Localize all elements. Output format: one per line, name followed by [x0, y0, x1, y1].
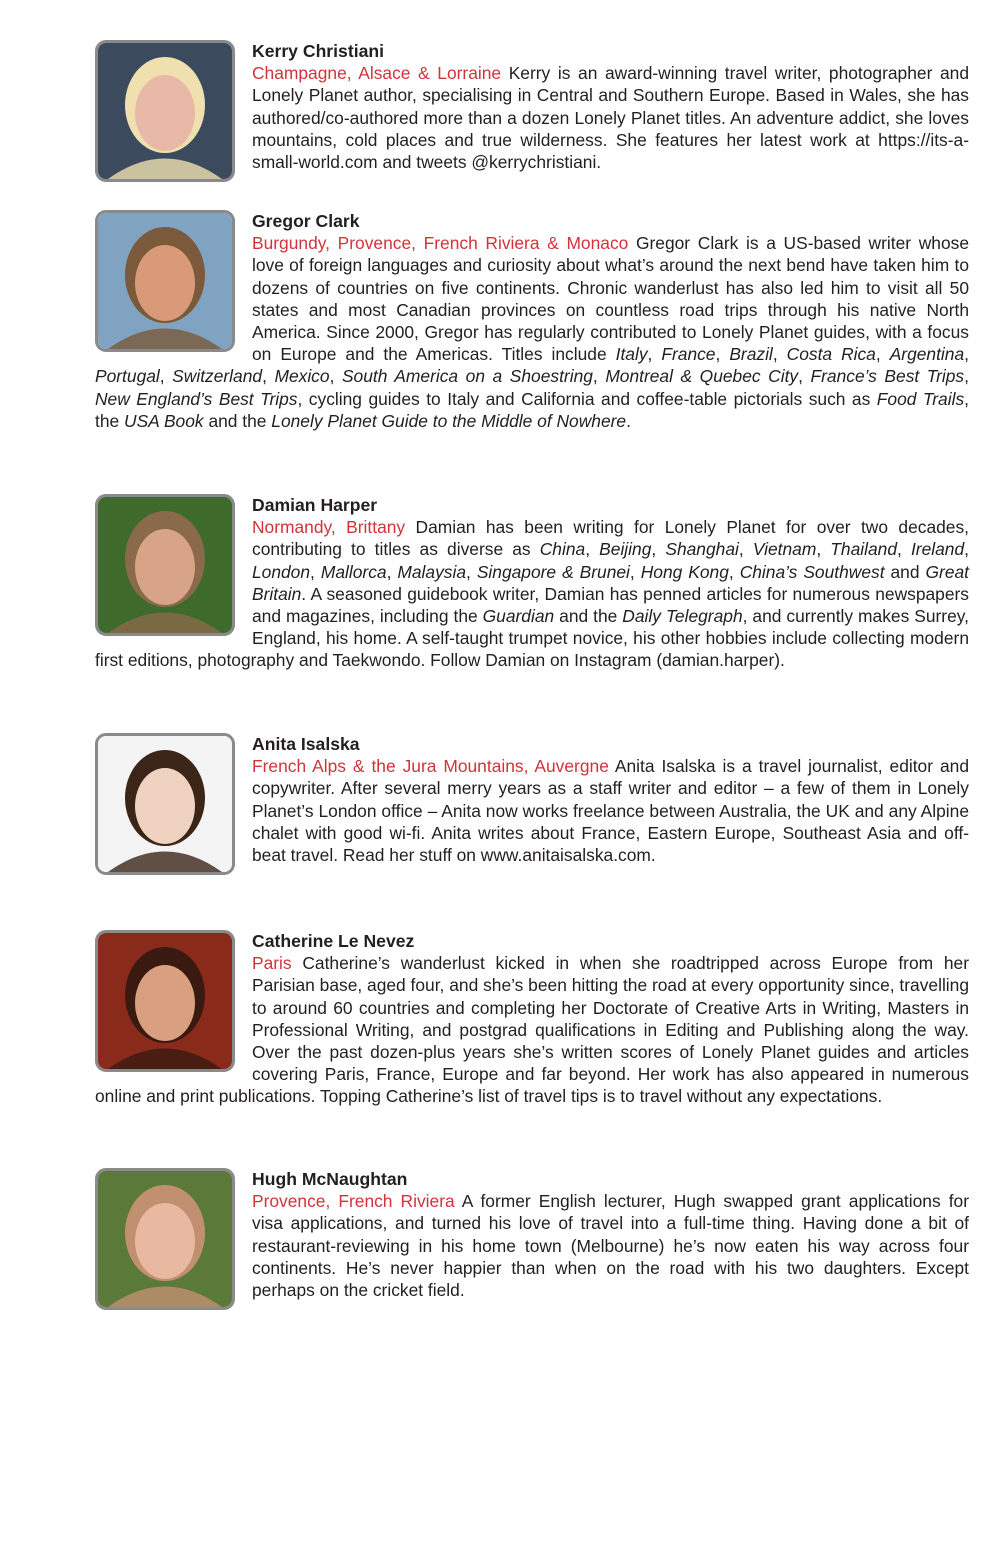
bio-text: , [651, 539, 666, 560]
book-title: Singapore & Brunei [476, 561, 630, 582]
bio-text: , [585, 539, 600, 560]
bio-text: Kerry is an award-winning travel writer, photographer and Lonely Planet author, specialising in Central and Southern Europe. Based in Wales, she has authored/co-authored more than a dozen Lonely Planet titles. An adventure addict, she loves mountains, cold places and true wilderness. She features her latest work at https://its-a-small-world.com and tweets @kerrychristiani. [252, 63, 969, 173]
bio-text: Anita Isalska is a travel journalist, editor and copywriter. After several merry years as a staff writer and editor – a few of them in Lonely Planet’s London office – Anita now works freelance between Australia, the UK and any Alpine chalet with good wi-fi. Anita writes about France, Eastern Europe, Southeast Asia and off-beat travel. Read her stuff on www.anitaisalska.com. [252, 756, 969, 866]
author-photo [95, 40, 235, 182]
bio-text: , [466, 561, 477, 582]
book-title: Mexico [274, 366, 330, 387]
book-title: Mallorca [320, 561, 387, 582]
bio-text: , [647, 344, 662, 365]
bio-text: Damian has been writing for Lonely Planet for over two decades, contributing to titles as diverse as [252, 517, 969, 560]
book-title: Argentina [889, 344, 965, 365]
book-title: Thailand [830, 539, 897, 560]
author-region: Champagne, Alsace & Lorraine [252, 63, 502, 84]
book-title: China’s Southwest [739, 561, 885, 582]
book-title: USA Book [124, 410, 204, 431]
author-region: Normandy, Brittany [252, 517, 406, 538]
bio-text: , [964, 539, 969, 560]
author-region: Provence, French Riviera [252, 1191, 455, 1212]
bio-text: , [629, 561, 641, 582]
bio-text: , [875, 344, 890, 365]
author-name: Gregor Clark [252, 211, 360, 231]
bio-text: . [626, 410, 631, 431]
portrait-image [98, 933, 232, 1069]
book-title: Beijing [599, 539, 652, 560]
author-photo [95, 1168, 235, 1310]
book-title: France [661, 344, 716, 365]
author-bio [95, 40, 969, 186]
bio-text: , [386, 561, 398, 582]
book-title: New England’s Best Trips [95, 388, 298, 409]
bio-text: , [262, 366, 275, 387]
author-name: Hugh McNaughtan [252, 1169, 408, 1189]
bio-text: , [816, 539, 831, 560]
bio-text: Gregor Clark is a US-based writer whose love of foreign languages and curiosity about what’s around the next bend have taken him to dozens of countries on five continents. Chronic wanderlust has also led him to visit all 50 states and most Canadian provinces on countless road trips through his native North America. Since 2000, Gregor has regularly contributed to Lonely Planet guides, with a focus on Europe and the Americas. Titles include [252, 233, 969, 365]
book-title: Guardian [482, 606, 555, 627]
author-name: Anita Isalska [252, 734, 360, 754]
bio-text: , and currently makes Surrey, England, his home. A self-taught trumpet novice, his other hobbies include collecting modern first editions, photography and Taekwondo. Follow Damian on Instagram (damian.harper). [95, 606, 970, 671]
book-title: Brazil [729, 344, 773, 365]
author-bio [95, 494, 969, 672]
author-region: Paris [252, 953, 292, 974]
bio-text: , [329, 366, 342, 387]
portrait-image [98, 497, 232, 633]
bio-text: , [159, 366, 173, 387]
bio-text: , [715, 344, 730, 365]
book-title: Malaysia [397, 561, 466, 582]
bio-text: and [884, 561, 926, 582]
author-bio [95, 733, 969, 879]
book-title: Switzerland [172, 366, 263, 387]
bio-text: . A seasoned guidebook writer, Damian has penned articles for numerous newspapers and magazines, including the [252, 583, 969, 627]
portrait-image [98, 43, 232, 179]
author-name: Kerry Christiani [252, 41, 384, 61]
bio-text: , [738, 539, 753, 560]
book-title: Montreal & Quebec City [605, 366, 799, 387]
author-region: Burgundy, Provence, French Riviera & Monaco [252, 233, 629, 254]
book-title: Vietnam [752, 539, 817, 560]
bio-text: , [772, 344, 787, 365]
book-title: South America on a Shoestring [341, 366, 593, 387]
author-region: French Alps & the Jura Mountains, Auvergne [252, 756, 609, 777]
author-bio [95, 1168, 969, 1314]
author-bio [95, 210, 969, 432]
bio-text: Catherine’s wanderlust kicked in when she roadtripped across Europe from her Parisian base, aged four, and she’s been hitting the road at every opportunity since, travelling to around 60 countries and completing her Doctorate of Creative Arts in Writing, Masters in Professional Writing, and postgrad qualifications in Editing and Publishing along the way. Over the past dozen-plus years she’s written scores of Lonely Planet guides and articles covering Paris, France, Europe and far beyond. Her work has also appeared in numerous online and print publications. Topping Catherine’s list of travel tips is to travel without any expectations. [95, 953, 970, 1107]
book-title: Daily Telegraph [622, 606, 743, 627]
bio-text: , [798, 366, 811, 387]
bio-text: A former English lecturer, Hugh swapped grant applications for visa applications, and turned his love of travel into a full-time thing. Having done a bit of restaurant-reviewing in his home town (Melbourne) he’s now eaten his way across four continents. He’s never happier than when on the road with his two daughters. Except perhaps on the cricket field. [252, 1191, 969, 1301]
bio-text: , [592, 366, 606, 387]
book-title: Shanghai [665, 539, 739, 560]
book-title: Ireland [910, 539, 965, 560]
author-photo [95, 930, 235, 1072]
bio-text: and the [203, 410, 272, 431]
book-title: Great Britain [252, 561, 969, 604]
book-title: Lonely Planet Guide to the Middle of Nowhere [271, 410, 627, 431]
book-title: China [539, 539, 586, 560]
bio-text: , [964, 344, 969, 365]
bio-text: , [728, 561, 740, 582]
bio-text: , [897, 539, 911, 560]
author-name: Damian Harper [252, 495, 378, 515]
bio-text: , cycling guides to Italy and California and coffee-table pictorials such as [297, 388, 877, 409]
bio-text: , [964, 366, 969, 387]
bio-text: , the [95, 388, 969, 431]
author-photo [95, 210, 235, 352]
author-bio [95, 930, 969, 1108]
author-photo [95, 733, 235, 875]
book-title: London [252, 561, 311, 582]
portrait-image [98, 213, 232, 349]
book-title: Portugal [95, 366, 160, 387]
author-name: Catherine Le Nevez [252, 931, 415, 951]
book-title: Food Trails [876, 388, 965, 409]
portrait-image [98, 736, 232, 872]
book-title: Hong Kong [640, 561, 729, 582]
bio-text: , [310, 561, 321, 582]
bio-text: and the [554, 606, 623, 627]
author-photo [95, 494, 235, 636]
portrait-image [98, 1171, 232, 1307]
book-title: Italy [615, 344, 648, 365]
book-title: Costa Rica [786, 344, 876, 365]
book-title: France’s Best Trips [810, 366, 965, 387]
